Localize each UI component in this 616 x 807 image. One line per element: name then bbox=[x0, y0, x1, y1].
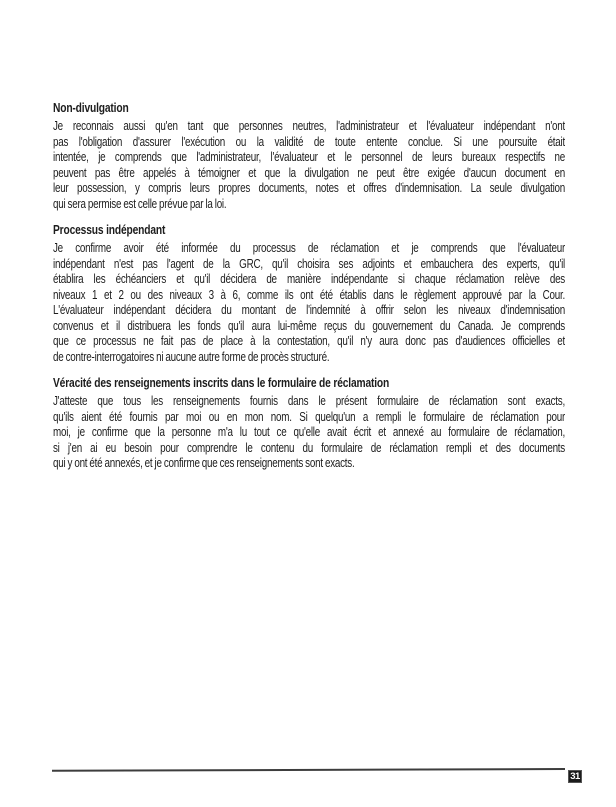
section-heading: Véracité des renseignements inscrits dans le formulaire de réclamation bbox=[53, 375, 390, 390]
section-heading: Non-divulgation bbox=[53, 100, 129, 115]
text-line: Je confirme avoir été informée du processus de réclamation et je comprends que l'évaluateur bbox=[53, 241, 565, 255]
section-processus-independant bbox=[53, 223, 565, 365]
text-line: peuvent pas être appelés à témoigner et que la divulgation ne peut être exigée d'aucun document en bbox=[53, 165, 565, 180]
text-line: Je reconnais aussi qu'en tant que personnes neutres, l'administrateur et l'évaluateur indépendant n'ont bbox=[53, 119, 565, 133]
text-line: établira les échéanciers et qu'il décidera de manière indépendante si chaque réclamation relève des bbox=[53, 272, 565, 286]
text-line: qu'ils aient été fournis par moi ou en mon nom. Si quelqu'un a rempli le formulaire de réclamation pour bbox=[53, 409, 565, 424]
text-line: de contre-interrogatoires ni aucune autre forme de procès structuré. bbox=[53, 349, 330, 364]
footer-rule bbox=[52, 768, 565, 772]
page-number-badge: 31 bbox=[568, 770, 582, 783]
text-line: convenus et il distribuera les fonds qu'il aura lui-même reçus du gouvernement du Canada. Je comprends bbox=[53, 318, 565, 333]
text-line: intentée, je comprends que l'administrateur, l'évaluateur et le personnel de leurs bureaux respectifs ne bbox=[53, 150, 565, 164]
text-line: leur possession, y compris leurs propres documents, notes et offres d'indemnisation. La seule divulgation bbox=[53, 181, 565, 195]
text-line: niveaux 1 et 2 ou des niveaux 3 à 6, comme ils ont été établis dans le règlement approuvé par la Cour. bbox=[53, 287, 565, 302]
text-line: L'évaluateur indépendant décidera du montant de l'indemnité à offrir selon les niveaux d'indemnisation bbox=[53, 303, 565, 317]
text-line: moi, je confirme que la personne m'a lu tout ce qu'elle avait écrit et annexé au formulaire de réclamation, bbox=[53, 425, 565, 439]
page-content bbox=[53, 101, 565, 472]
text-line: qui sera permise est celle prévue par la loi. bbox=[53, 196, 227, 211]
text-line: si j'en ai eu besoin pour comprendre le contenu du formulaire de réclamation rempli et des documents bbox=[53, 440, 565, 455]
text-line: pas l'obligation d'assurer l'exécution ou la validité de toute entente conclue. Si une poursuite était bbox=[53, 134, 565, 149]
paragraph bbox=[53, 394, 565, 472]
paragraph bbox=[53, 119, 565, 212]
text-line: indépendant n'est pas l'agent de la GRC, qu'il choisira ses adjoints et embauchera des experts, qu'il bbox=[53, 256, 565, 271]
section-veracite-renseignements bbox=[53, 376, 565, 472]
text-line: qui y ont été annexés, et je confirme que ces renseignements sont exacts. bbox=[53, 456, 355, 470]
text-column bbox=[53, 101, 565, 472]
section-heading: Processus indépendant bbox=[53, 222, 166, 237]
text-line: J'atteste que tous les renseignements fournis dans le présent formulaire de réclamation sont exacts, bbox=[53, 394, 565, 408]
section-non-divulgation bbox=[53, 101, 565, 212]
text-line: que ce processus ne fait pas de place à la contestation, qu'il n'y aura donc pas d'audiences officielles et bbox=[53, 334, 565, 348]
paragraph bbox=[53, 241, 565, 365]
